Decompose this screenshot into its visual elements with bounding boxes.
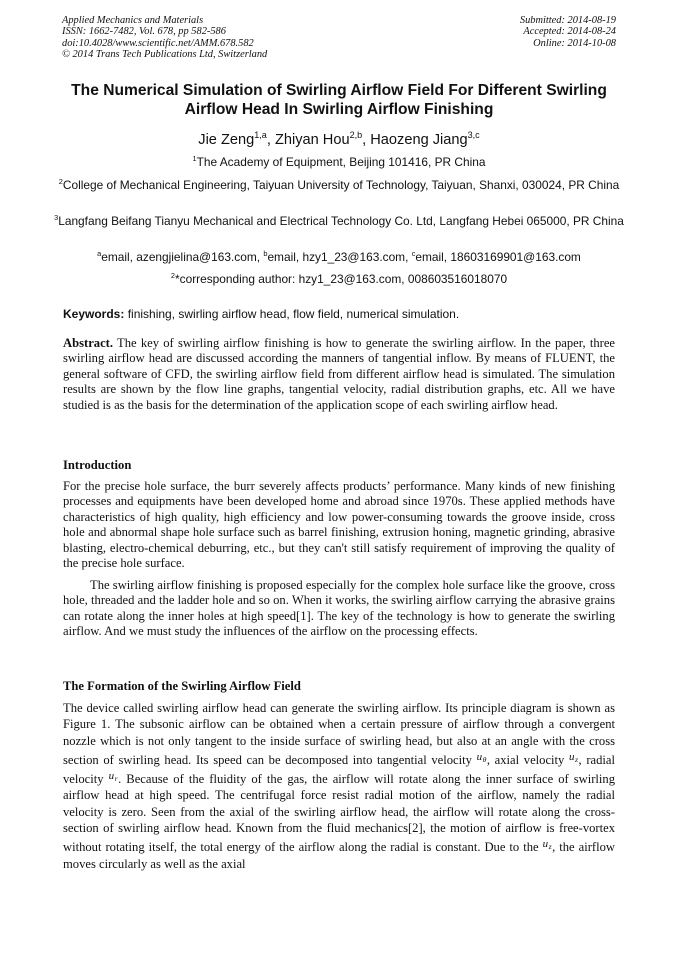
- axial-velocity-symbol: [543, 838, 553, 850]
- email-c: email, 18603169901@163.com: [415, 250, 581, 264]
- affiliation-sup: 1: [192, 154, 197, 164]
- formation-text: , axial velocity: [486, 752, 565, 767]
- affiliation-3: [50, 214, 628, 229]
- abstract: [63, 336, 615, 413]
- affiliation-sup: 3: [54, 213, 59, 223]
- email-line: [50, 250, 628, 265]
- symbol-subscript: z: [548, 842, 553, 852]
- corresponding-author: [50, 272, 628, 287]
- symbol-base: u: [569, 750, 576, 763]
- formation-text: , radial velocity: [63, 752, 615, 787]
- axial-velocity-symbol: [569, 751, 579, 763]
- symbol-subscript: r: [114, 774, 119, 784]
- journal-name: Applied Mechanics and Materials: [62, 15, 204, 26]
- journal-info: [62, 15, 267, 61]
- keywords: [63, 307, 615, 321]
- submitted-date: Submitted: 2014-08-19: [519, 15, 616, 26]
- author-list: Jie Zeng$^{1,a}$, Zhiyan Hou$^{2,b}$, Haozeng Jiang$^{3,c}$: [198, 130, 480, 148]
- affiliation-text: The Academy of Equipment, Beijing 101416, PR China: [196, 155, 486, 169]
- dates-info: [520, 15, 616, 49]
- introduction-heading: Introduction: [63, 458, 132, 472]
- issn-line: ISSN: 1662-7482, Vol. 678, pp 582-586: [62, 26, 226, 38]
- email-sup: b: [263, 249, 268, 259]
- formation-text: . Because of the fluidity of the gas, the airflow will rotate along the inner surface of swirling airflow head at high speed. The centrifugal force resist radial motion of the airflow, namely the radial velocity is zero. Seen from the axial of the swirling airflow head, the airflow will rotate along the cross-section of swirling airflow head. Known from the fluid mechanics[2], the motion of airflow is free-vortex without rotating itself, the total energy of the airflow along the radial is constant. Due to the: [63, 772, 615, 855]
- email-sup: a: [97, 249, 102, 259]
- email-a: email, azengjielina@163.com,: [101, 250, 264, 264]
- author-name: Haozeng Jiang: [370, 132, 468, 148]
- doi-line: doi:10.4028/www.scientific.net/AMM.678.582: [62, 37, 254, 49]
- keywords-text: finishing, swirling airflow head, flow field, numerical simulation.: [124, 307, 460, 321]
- corresponding-text: *corresponding author: hzy1_23@163.com, 008603516018070: [175, 272, 508, 286]
- formation-text: , the airflow moves circularly as well as the axial: [63, 840, 615, 871]
- abstract-label: Abstract.: [63, 336, 114, 350]
- introduction-paragraph-2: The swirling airflow finishing is proposed especially for the complex hole surface like the groove, cross hole, threaded and the ladder hole and so on. When it works, the swirling airflow carrying the abrasive grains can rotate along the inner holes at high speed[1]. The key of the technology is how to generate the swirling airflow. And we must study the influences of the airflow on the processing effects.: [63, 578, 615, 639]
- affiliation-text: Langfang Beifang Tianyu Mechanical and Electrical Technology Co. Ltd, Langfang Hebei 065000, PR China: [58, 214, 624, 228]
- symbol-subscript: z: [575, 754, 579, 764]
- affiliation-2: [50, 178, 628, 193]
- author-sup: 3,c: [467, 130, 480, 141]
- symbol-base: u: [476, 750, 483, 763]
- email-sup: c: [411, 249, 416, 259]
- author-sup: 1,a: [254, 130, 267, 141]
- affiliation-text: College of Mechanical Engineering, Taiyuan University of Technology, Taiyuan, Shanxi, 030024, PR China: [62, 178, 620, 192]
- radial-velocity-symbol: [109, 770, 119, 782]
- affiliation-1: [50, 155, 628, 170]
- formation-paragraph: [63, 700, 615, 872]
- title-line-1: The Numerical Simulation of Swirling Airflow Field For Different Swirling: [71, 82, 607, 99]
- formation-text: The device called swirling airflow head can generate the swirling airflow. Its principle diagram is shown as Figure 1. The subsonic airflow can be obtained when a certain pressure of airflow through a convergent nozzle which is not only tangent to the inside surface of swirling head, but also at an angle with the cross section of swirling head. Its speed can be decomposed into tangential velocity: [63, 701, 615, 767]
- keywords-label: Keywords:: [63, 307, 125, 321]
- affiliation-sup: 2: [58, 177, 63, 187]
- symbol-subscript: θ: [482, 754, 487, 764]
- author-name: Zhiyan Hou: [274, 132, 350, 148]
- copyright-line: © 2014 Trans Tech Publications Ltd, Switzerland: [62, 49, 268, 61]
- accepted-date: Accepted: 2014-08-24: [523, 26, 616, 38]
- tangential-velocity-symbol: [477, 751, 487, 763]
- online-date: Online: 2014-10-08: [533, 37, 616, 49]
- title-line-2: Airflow Head In Swirling Airflow Finishing: [184, 101, 494, 118]
- symbol-base: u: [108, 770, 115, 783]
- paper-title: [40, 81, 638, 119]
- symbol-base: u: [542, 838, 549, 851]
- abstract-text: The key of swirling airflow finishing is how to generate the swirling airflow. In the paper, three swirling airflow head are discussed according the manners of tangential inflow. By means of FLUENT, the general software of CFD, the swirling airflow field from different airflow head is simulated. The simulation results are shown by the flow line graphs, tangential velocity, radial distribution graphs, etc. All we have studied is as the basis for the determination of the application scope of each swirling airflow head.: [63, 336, 615, 412]
- email-b: email, hzy1_23@163.com,: [267, 250, 412, 264]
- corresponding-sup: 2: [170, 271, 176, 281]
- formation-heading: The Formation of the Swirling Airflow Field: [63, 679, 301, 693]
- author-sup: 2,b: [349, 130, 363, 141]
- introduction-paragraph-1: For the precise hole surface, the burr severely affects products’ performance. Many kinds of new finishing processes and equipments have been developed home and abroad since 1970s. These applied methods have characteristics of high quality, high efficiency and low power-consuming towards the groove inside, cross hole and abnormal shape hole surface such as barrel finishing, extrusion honing, magnetic grinding, abrasive blasting, electro-chemical deburring, etc., but they can't still satisfy requirement of improving the quality of the precise hole surface.: [63, 479, 615, 571]
- author-name: Jie Zeng: [198, 132, 255, 148]
